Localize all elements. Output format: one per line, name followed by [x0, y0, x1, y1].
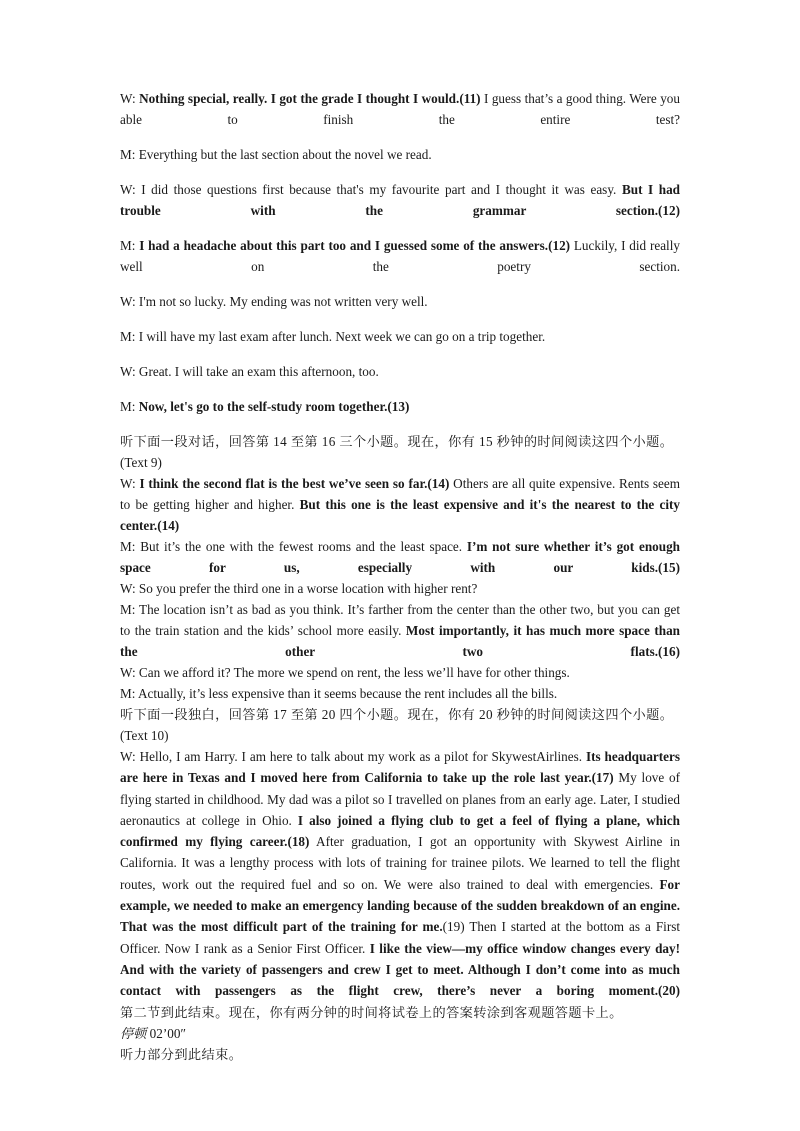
dialogue-line: W: Can we afford it? The more we spend on rent, the less we’ll have for other things.	[120, 665, 570, 680]
monologue-paragraph: W: Hello, I am Harry. I am here to talk about my work as a pilot for SkywestAirlines. Its headquarters are here in Texas and I moved here from California to take up the role last year.(17) My love of flying started in childhood. My dad was a pilot so I travelled on planes from an early age. Later, I studied aeronautics at college in Ohio. I also joined a flying club to get a feel of flying a plane, which confirmed my flying career.(18) After graduation, I got an opportunity with Skywest Airline in California. It was a lengthy process with lots of training for trainee pilots. We learned to tell the flight routes, work out the required fuel and so on. We were also trained to deal with emergencies. For example, we needed to make an emergency landing because of the sudden breakdown of an engine. That was the most difficult part of the training for me.(19) Then I started at the bottom as a First Officer. Now I rank as a Senior First Officer. I like the view—my office window changes every day! And with the variety of passengers and crew I get to meet. Although I don’t come into as much contact with passengers as the flight crew, there’s never a boring moment.(20)	[120, 749, 681, 999]
answer-key-text: Now, let's go to the self-study room together.(13)	[138, 399, 410, 414]
dialogue-line: M: Actually, it’s less expensive than it seems because the rent includes all the bills.	[120, 686, 558, 701]
exam-page	[120, 88, 680, 1065]
listening-closing: 听力部分到此结束。	[120, 1046, 243, 1062]
section-closing: 第二节到此结束。现在，你有两分钟的时间将试卷上的答案转涂到客观题答题卡上。	[120, 1004, 623, 1020]
answer-key-text: Its headquarters are here in Texas and I moved here from California to take up the role last year.(17)	[120, 749, 680, 786]
dialogue-line: W: I did those questions first because that's my favourite part and I thought it was easy. But I had trouble with the grammar section.(12)	[120, 182, 681, 218]
answer-key-text: But this one is the least expensive and it's the nearest to the city center.(14)	[120, 497, 680, 533]
dialogue-line: M: I will have my last exam after lunch. Next week we can go on a trip together.	[120, 329, 546, 344]
dialogue-line: M: The location isn’t as bad as you think. It’s farther from the center than the other two, but you can get to the train station and the kids’ school more easily. Most importantly, it has much more space than the other two flats.(16)	[120, 602, 680, 659]
answer-key-text: For example, we needed to make an emergency landing because of the sudden breakdown of an engine. That was the most difficult part of the training for me.	[120, 876, 680, 935]
dialogue-line: W: I'm not so lucky. My ending was not written very well.	[120, 294, 428, 309]
dialogue-line: M: Everything but the last section about the novel we read.	[120, 147, 432, 162]
answer-key-text: I’m not sure whether it’s got enough space for us, especially with our kids.(15)	[120, 539, 681, 575]
answer-key-text: I had a headache about this part too and I guessed some of the answers.(12)	[139, 238, 571, 253]
answer-key-text: Most importantly, it has much more space than the other two flats.(16)	[120, 623, 680, 659]
pause-line	[120, 1023, 680, 1044]
dialogue-line: W: So you prefer the third one in a worse location with higher rent?	[120, 581, 478, 596]
pause-time: 02’00″	[146, 1025, 186, 1041]
pause-label: 停顿	[120, 1025, 147, 1041]
answer-key-text: Nothing special, really. I got the grade I thought I would.(11)	[139, 91, 481, 106]
dialogue-line: W: I think the second flat is the best we’ve seen so far.(14) Others are all quite expensive. Rents seem to be getting higher and higher. But this one is the least expensive and it's the nearest to the city center.(14)	[120, 476, 680, 533]
section-instruction: 听下面一段独白，回答第 17 至第 20 四个小题。现在，你有 20 秒钟的时间阅读这四个小题。	[120, 707, 674, 722]
dialogue-line: M: But it’s the one with the fewest rooms and the least space. I’m not sure whether it’s got enough space for us, especially with our kids.(15)	[120, 539, 681, 575]
answer-key-text: I also joined a flying club to get a feel of flying a plane, which confirmed my flying career.(18)	[120, 812, 680, 850]
dialogue-line: M: Now, let's go to the self-study room together.(13)	[120, 399, 410, 414]
section-instruction: 听下面一段对话，回答第 14 至第 16 三个小题。现在，你有 15 秒钟的时间阅读这四个小题。	[120, 434, 674, 449]
dialogue-line: M: I had a headache about this part too and I guessed some of the answers.(12) Luckily, I did really well on the poetry section.	[120, 238, 680, 274]
dialogue-line: W: Nothing special, really. I got the grade I thought I would.(11) I guess that’s a good thing. Were you able to finish the entire test?	[120, 91, 680, 127]
answer-key-text: I think the second flat is the best we’ve seen so far.(14)	[139, 476, 450, 491]
answer-key-text: I like the view—my office window changes every day! And with the variety of passengers and crew I get to meet. Although I don’t come into as much contact with passengers as the flight crew, there’s never a boring moment.(20)	[120, 940, 681, 999]
text-label: (Text 9)	[120, 455, 162, 470]
answer-key-text: But I had trouble with the grammar section.(12)	[120, 182, 681, 218]
text-label: (Text 10)	[120, 728, 169, 743]
dialogue-line: W: Great. I will take an exam this afternoon, too.	[120, 364, 379, 379]
